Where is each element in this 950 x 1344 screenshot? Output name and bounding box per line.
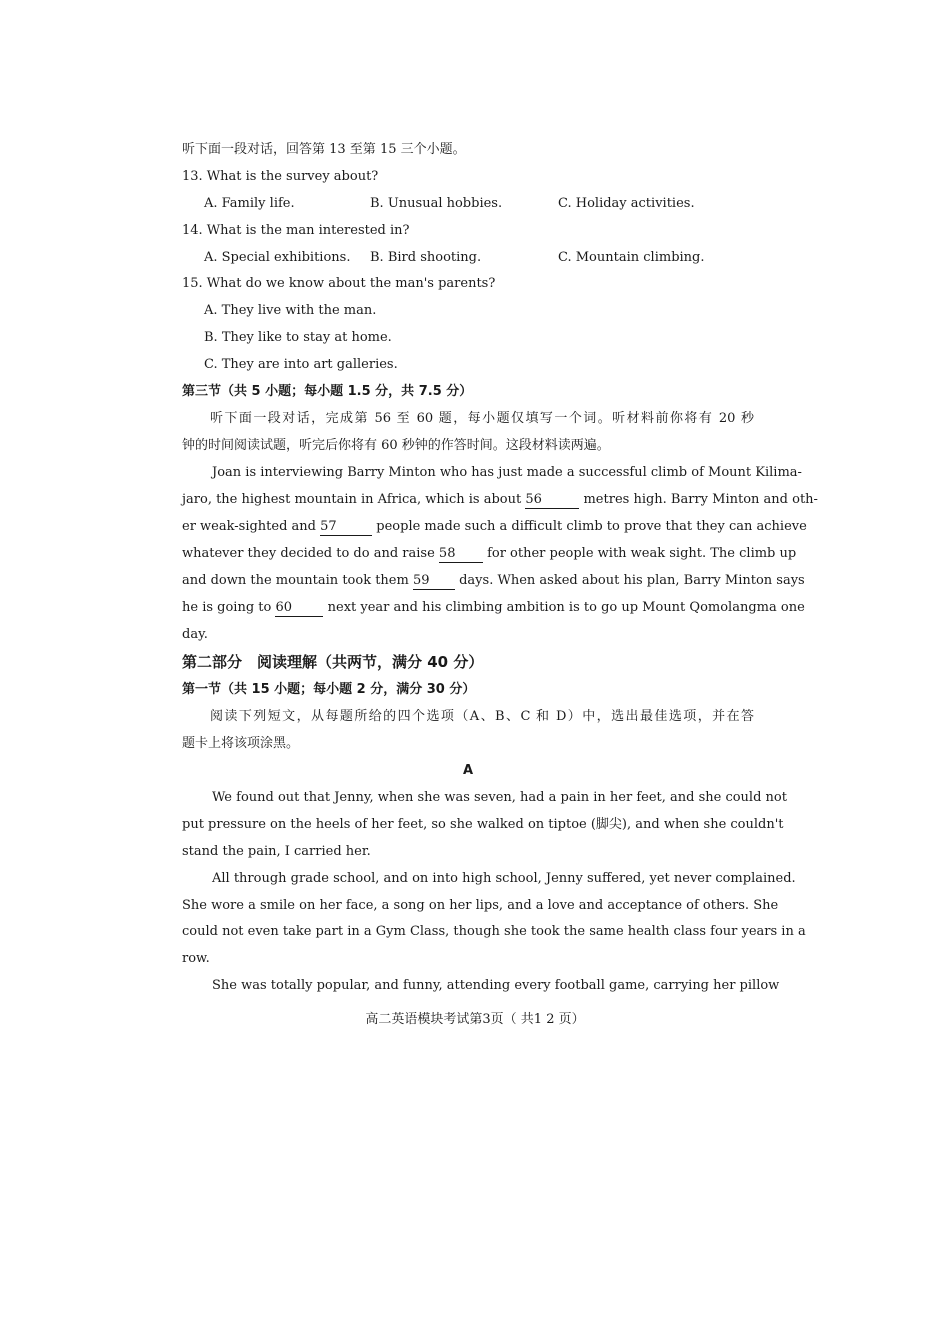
question-13-stem: 13. What is the survey about? [182,169,379,184]
cloze-text: he is going to [182,600,272,615]
cloze-text: jaro, the highest mountain in Africa, which is about [182,492,522,507]
part-2-instructions-1: 阅读下列短文，从每题所给的四个选项（A、B、C 和 D）中，选出最佳选项，并在答 [210,709,754,724]
question-14-stem: 14. What is the man interested in? [182,223,410,238]
blank-57: 57 [320,519,372,536]
option-a: A. Family life. [204,196,295,211]
option-a: A. Special exhibitions. [204,250,351,265]
passage-label: A [462,763,474,778]
cloze-line-1: Joan is interviewing Barry Minton who has just made a successful climb of Mount Kilima- [212,465,802,480]
passage-line-4: All through grade school, and on into high school, Jenny suffered, yet never complained. [212,871,796,886]
cloze-text: and down the mountain took them [182,573,409,588]
option-a: A. They live with the man. [204,303,377,318]
option-b: B. They like to stay at home. [204,330,392,345]
cloze-line-3 [182,517,807,537]
cloze-line-6 [182,598,805,618]
cloze-line-4 [182,544,797,564]
passage-line-1: We found out that Jenny, when she was seven, had a pain in her feet, and she could not [212,790,787,805]
passage-line-6: could not even take part in a Gym Class, though she took the same health class four years in a [182,924,806,939]
section-3-instructions-2: 钟的时间阅读试题，听完后你将有 60 秒钟的作答时间。这段材料读两遍。 [182,438,610,453]
question-15-stem: 15. What do we know about the man's parents? [182,276,496,291]
option-c: C. Mountain climbing. [558,250,705,265]
section-3-instructions-1: 听下面一段对话，完成第 56 至 60 题，每小题仅填写一个词。听材料前你将有 20 秒 [210,411,754,426]
blank-56: 56 [525,492,579,509]
listening-intro: 听下面一段对话，回答第 13 至第 15 三个小题。 [182,142,466,157]
cloze-text: days. When asked about his plan, Barry Minton says [459,573,805,588]
cloze-text: for other people with weak sight. The climb up [487,546,797,561]
part-2-heading: 第二部分 阅读理解（共两节，满分 40 分） [182,653,484,671]
blank-58: 58 [439,546,483,563]
part-2-subheading: 第一节（共 15 小题；每小题 2 分，满分 30 分） [182,682,476,697]
cloze-text: whatever they decided to do and raise [182,546,435,561]
blank-59: 59 [413,573,455,590]
cloze-text: people made such a difficult climb to prove that they can achieve [376,519,807,534]
option-c: C. Holiday activities. [558,196,695,211]
blank-60: 60 [275,600,323,617]
option-b: B. Unusual hobbies. [370,196,503,211]
page-footer: 高二英语模块考试第3页（ 共1 2 页） [365,1012,585,1027]
cloze-line-2 [182,490,818,510]
cloze-line-5 [182,571,805,591]
cloze-text: er weak-sighted and [182,519,316,534]
section-3-heading: 第三节（共 5 小题；每小题 1.5 分，共 7.5 分） [182,384,473,399]
passage-line-3: stand the pain, I carried her. [182,844,371,859]
passage-line-2: put pressure on the heels of her feet, so she walked on tiptoe (脚尖), and when she couldn't [182,817,784,832]
option-c: C. They are into art galleries. [204,357,398,372]
option-b: B. Bird shooting. [370,250,482,265]
passage-line-8: She was totally popular, and funny, attending every football game, carrying her pillow [212,978,780,993]
cloze-text: next year and his climbing ambition is to go up Mount Qomolangma one [327,600,805,615]
passage-line-5: She wore a smile on her face, a song on her lips, and a love and acceptance of others. She [182,898,779,913]
passage-line-7: row. [182,951,210,966]
cloze-text: metres high. Barry Minton and oth- [583,492,818,507]
part-2-instructions-2: 题卡上将该项涂黑。 [182,736,300,751]
cloze-line-7: day. [182,627,208,642]
